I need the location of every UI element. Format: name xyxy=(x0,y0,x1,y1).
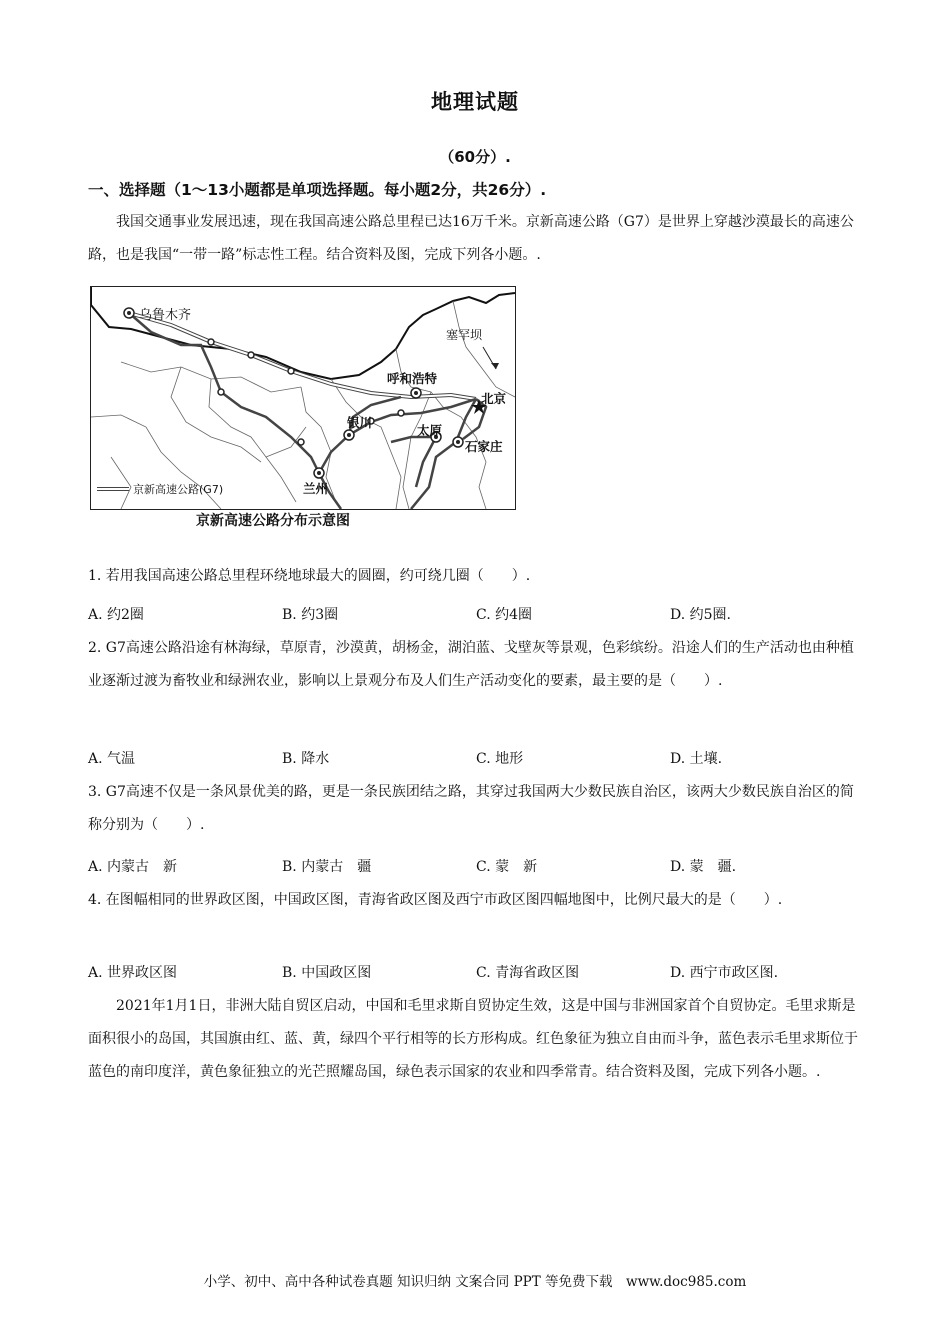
page-title: 地理试题 xyxy=(431,90,519,114)
q1-option-c[interactable]: C. 约4圈 xyxy=(476,607,533,623)
q3-option-c[interactable]: C. 蒙 新 xyxy=(476,859,538,875)
q4-option-d[interactable]: D. 西宁市政区图. xyxy=(670,965,779,981)
label-shijiazhuang: 石家庄 xyxy=(465,439,503,454)
q2-option-a[interactable]: A. 气温 xyxy=(88,751,136,767)
q4-option-a[interactable]: A. 世界政区图 xyxy=(88,965,178,981)
label-beijing: 北京 xyxy=(481,391,507,406)
q2-option-d[interactable]: D. 土壤. xyxy=(670,751,723,767)
label-urumqi: 乌鲁木齐 xyxy=(139,308,192,323)
map-caption: 京新高速公路分布示意图 xyxy=(196,513,350,529)
q1-option-b[interactable]: B. 约3圈 xyxy=(282,607,339,623)
q4-option-b[interactable]: B. 中国政区图 xyxy=(282,965,372,981)
q4-option-c[interactable]: C. 青海省政区图 xyxy=(476,965,580,981)
label-yinchuan: 银川 xyxy=(347,415,373,430)
section-heading: 一、选择题（1～13小题都是单项选择题。每小题2分，共26分）. xyxy=(88,181,547,199)
label-taiyuan: 太原 xyxy=(417,423,443,438)
intro-paragraph-2: 2021年1月1日，非洲大陆自贸区启动，中国和毛里求斯自贸协定生效，这是中国与非洲国家首个自贸协定。毛里求斯是面积很小的岛国，其国旗由红、蓝、黄，绿四个平行相等的长方形构成。红色象征为独立自由而斗争，蓝色表示毛里求斯位于蓝色的南印度洋，黄色象征独立的光芒照耀岛国，绿色表示国家的农业和四季常青。结合资料及图，完成下列各小题。. xyxy=(88,998,858,1080)
q1-option-d[interactable]: D. 约5圈. xyxy=(670,607,731,623)
highway-map xyxy=(90,286,516,510)
legend-label: 京新高速公路(G7) xyxy=(133,483,224,496)
page-footer: 小学、初中、高中各种试卷真题 知识归纳 文案合同 PPT 等免费下载 www.doc985.com xyxy=(203,1274,747,1290)
total-score: （60分）. xyxy=(439,148,511,166)
map-legend xyxy=(97,482,223,496)
intro-paragraph-1: 我国交通事业发展迅速，现在我国高速公路总里程已达16万千米。京新高速公路（G7）是世界上穿越沙漠最长的高速公路，也是我国“一带一路”标志性工程。结合资料及图，完成下列各小题。. xyxy=(88,214,854,263)
q3-option-d[interactable]: D. 蒙 疆. xyxy=(670,859,737,875)
q2-option-b[interactable]: B. 降水 xyxy=(282,751,330,767)
map-svg xyxy=(91,287,515,509)
question-1-stem: 1. 若用我国高速公路总里程环绕地球最大的圆圈，约可绕几圈（ ）. xyxy=(88,568,531,584)
q1-option-a[interactable]: A. 约2圈 xyxy=(88,607,144,623)
question-3-stem: 3. G7高速不仅是一条风景优美的路，更是一条民族团结之路，其穿过我国两大少数民族自治区，该两大少数民族自治区的简称分别为（ ）. xyxy=(88,784,854,833)
q2-option-c[interactable]: C. 地形 xyxy=(476,751,524,767)
label-lanzhou: 兰州 xyxy=(303,481,329,496)
q3-option-a[interactable]: A. 内蒙古 新 xyxy=(88,859,178,875)
q3-option-b[interactable]: B. 内蒙古 疆 xyxy=(282,859,372,875)
label-saihanba: 塞罕坝 xyxy=(446,328,483,342)
question-2-stem: 2. G7高速公路沿途有林海绿，草原青，沙漠黄，胡杨金，湖泊蓝、戈壁灰等景观，色彩缤纷。沿途人们的生产活动也由种植业逐渐过渡为畜牧业和绿洲农业，影响以上景观分布及人们生产活动变化的要素，最主要的是（ ）. xyxy=(88,640,854,689)
question-4-stem: 4. 在图幅相同的世界政区图，中国政区图，青海省政区图及西宁市政区图四幅地图中，比例尺最大的是（ ）. xyxy=(88,892,783,908)
label-hohhot: 呼和浩特 xyxy=(387,371,438,386)
